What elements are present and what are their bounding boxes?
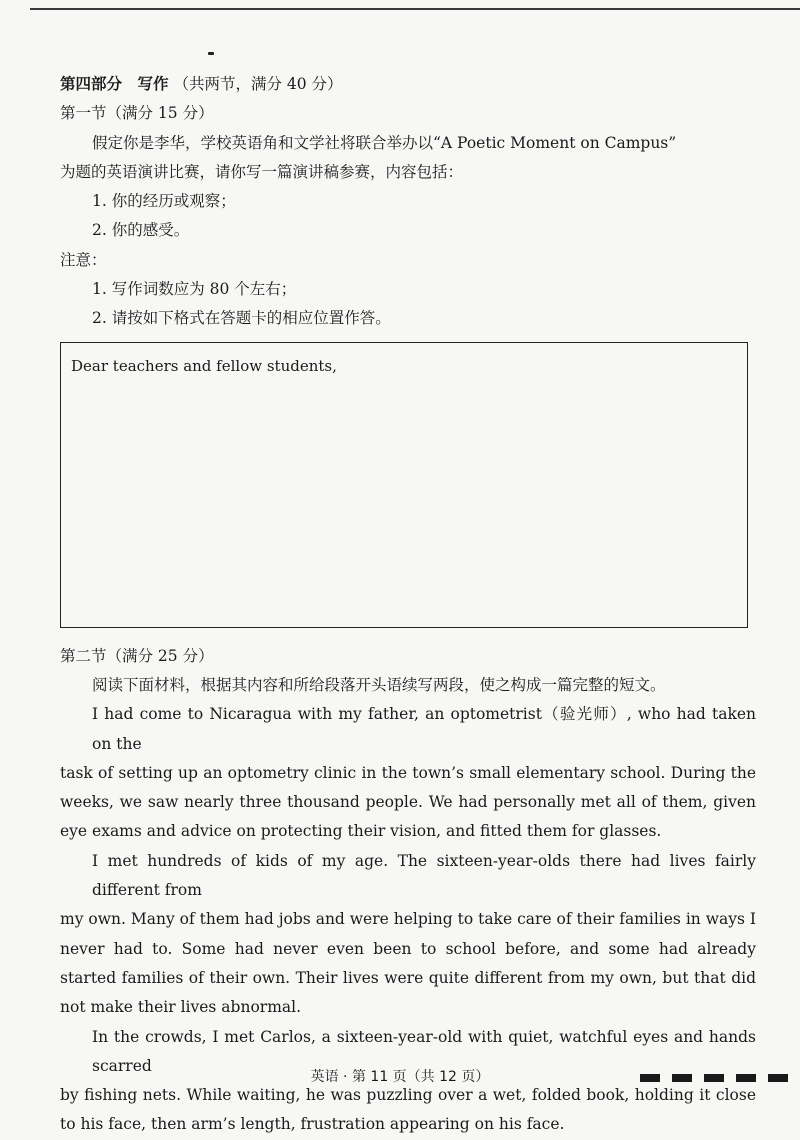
paragraph-3-first-line: In the crowds, I met Carlos, a sixteen-year-old with quiet, watchful eyes and hands scarred [92,1027,756,1075]
paragraph-2-first-line: I met hundreds of kids of my age. The sixteen-year-olds there had lives fairly different from [92,851,756,900]
alignment-mark [768,1074,788,1082]
alignment-mark [672,1074,692,1082]
alignment-mark [640,1074,660,1082]
passage-paragraph-2 [60,847,756,1023]
section2-instruction: 阅读下面材料，根据其内容和所给段落开头语续写两段，使之构成一篇完整的短文。 [92,675,666,694]
section2 [60,642,760,1140]
page-footer: 英语 · 第 11 页（共 12 页） [310,1069,490,1085]
paragraph-2-rest: my own. Many of them had jobs and were helping to take care of their families in ways I never had to. Some had never even been to school before, and some had already started families of their own. Their lives were quite different from my own, but that did not make their lives abnormal. [60,910,756,1017]
passage-paragraph-1 [60,700,756,846]
answer-box-salutation: Dear teachers and fellow students, [71,356,337,375]
answer-box [60,342,748,628]
alignment-mark [704,1074,724,1082]
part-heading [60,70,760,99]
paragraph-1-rest: task of setting up an optometry clinic in the town’s small elementary school. During the weeks, we saw nearly three thousand people. We had personally met all of them, given eye exams and advice on protecting their vision, and fitted them for glasses. [60,763,756,841]
top-border-line [30,8,800,10]
note-item-2: 2. 请按如下格式在答题卡的相应位置作答。 [92,309,391,328]
note-item-1: 1. 写作词数应为 80 个左右； [92,280,297,299]
paragraph-1-first-line: I had come to Nicaragua with my father, an optometrist（验光师）, who had taken on the [92,705,756,753]
part-score-note: （共两节，满分 40 分） [173,75,343,93]
content-item-2: 2. 你的感受。 [92,221,190,240]
footer-alignment-marks [640,1074,788,1082]
exam-page-content [60,70,760,1140]
section1-prompt-line2: 为题的英语演讲比赛，请你写一篇演讲稿参赛，内容包括： [60,162,464,181]
section1-heading: 第一节（满分 15 分） [60,104,214,123]
paragraph-3-rest: by fishing nets. While waiting, he was puzzling over a wet, folded book, holding it close to his face, then arm’s length, frustration appearing on his face. [60,1086,756,1134]
section2-heading: 第二节（满分 25 分） [60,646,214,665]
alignment-mark [736,1074,756,1082]
content-item-1: 1. 你的经历或观察； [92,192,236,211]
section1-prompt-line1: 假定你是李华，学校英语角和文学社将联合举办以“A Poetic Moment on Campus” [92,133,677,152]
scan-speck [208,52,214,55]
notes-label: 注意： [60,250,107,269]
part-title: 第四部分 写作 [60,75,169,93]
